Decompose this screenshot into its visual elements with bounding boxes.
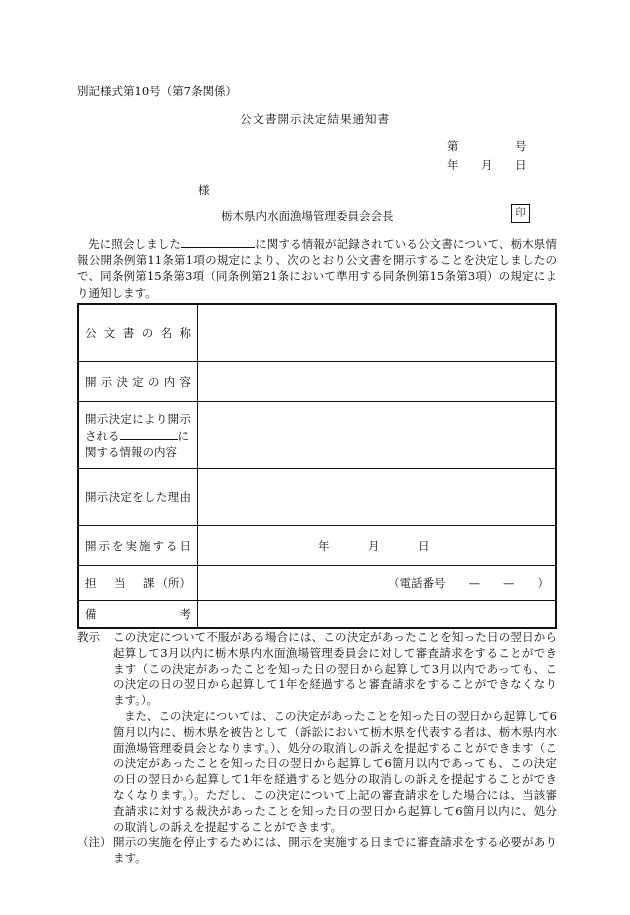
teaching-para-2: また、この決定については、この決定があったことを知った日の翌日から起算して6箇月以内に、栃木県を被告として（訴訟において栃木県を代表する者は、栃木県内水面漁場管理委員会となります。）、処分の取消しの訴えを提起することができます（この決定があったことを知った日の翌日から起算して6箇月以内であっても、この決定の日の翌日から起算して1年を経過すると処分の取消しの訴えを提起することができなくなります。）。ただし、この決定について上記の審査請求をした場合には、当該審査請求に対する裁決があったことを知った日の翌日から起算して6箇月以内に、処分の取消しの訴えを提起することができます。	[113, 708, 557, 834]
remarks-value	[198, 601, 557, 629]
date-month: 月	[481, 158, 493, 172]
decision-content-value	[198, 362, 557, 402]
form-id: 別記様式第10号（第7条関係）	[77, 84, 237, 98]
number-label: 第	[447, 139, 459, 153]
intro-blank	[181, 235, 255, 248]
teaching-head: 教示	[77, 630, 100, 644]
issuer-name: 栃木県内水面漁場管理委員会会長	[221, 209, 394, 223]
reason-value	[198, 469, 557, 526]
number-suffix: 号	[515, 139, 527, 153]
remarks-label: 備考	[78, 601, 198, 629]
teaching-para-1: この決定について不服がある場合には、この決定があったことを知った日の翌日から起算して3月以内に栃木県内水面漁場管理委員会に対して審査請求をすることができます（この決定があったことを知った日の翌日から起算して3月以内であっても、この決定の日の翌日から起算して1年を経過すると審査請求をすることができなくなります。）。	[113, 630, 557, 708]
decision-table	[77, 303, 557, 629]
charge-label: 担 当 課 （所）	[78, 566, 198, 601]
doc-name-label: 公文書の名称	[78, 304, 198, 362]
reason-label: 開示決定をした理由	[78, 469, 198, 526]
teaching-block	[77, 630, 557, 835]
date-day: 日	[515, 158, 527, 172]
doc-name-value	[198, 304, 557, 362]
intro-part2: に関する情報が記録されている公文書について、栃木県情報公開条例第11条第1項の規定により、次のとおり公文書を開示することを決定しましたので、同条例第15条第3項（同条例第21条において準用する同条例第15条第3項）の規定により通知します。	[77, 237, 557, 300]
impl-date-value: 年 月 日	[198, 526, 557, 566]
scope-label: 開示決定により開示 される に 関する情報の内容	[78, 402, 198, 469]
intro-part1: 先に照会しました	[88, 237, 182, 251]
note-head: （注）	[77, 835, 112, 850]
note-block	[77, 835, 557, 867]
decision-content-label: 開示決定の内容	[78, 362, 198, 402]
impl-date-label: 開示を実施する日	[78, 526, 198, 566]
seal-stamp: 印	[511, 204, 530, 223]
intro-paragraph	[77, 235, 557, 301]
document-title: 公文書開示決定結果通知書	[240, 112, 390, 126]
charge-value	[198, 566, 557, 601]
phone-number: （電話番号 — — ）	[388, 576, 549, 590]
date-year: 年	[447, 158, 459, 172]
note-body: 開示の実施を停止するためには、開示を実施する日までに審査請求をする必要があります。	[113, 835, 557, 866]
notes-section	[77, 630, 557, 867]
scope-value	[198, 402, 557, 469]
addressee-suffix: 様	[198, 183, 210, 197]
